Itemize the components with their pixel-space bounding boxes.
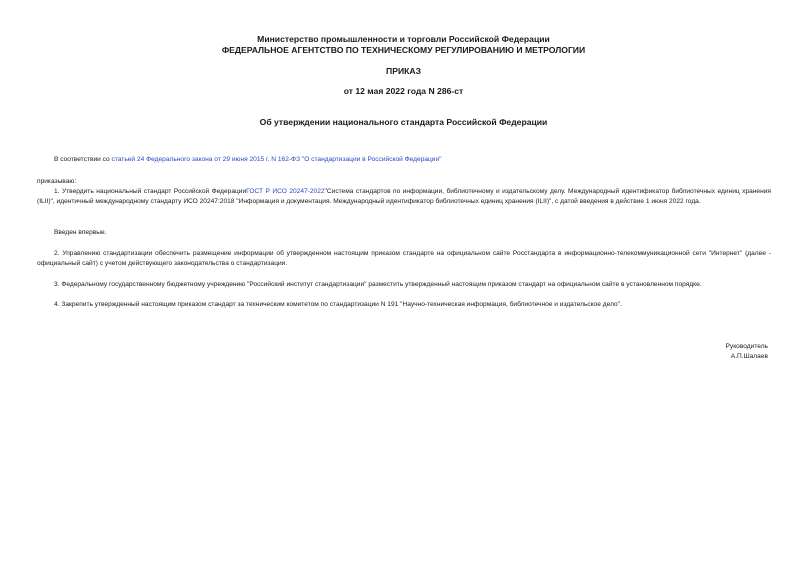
item-2-paragraph: 2. Управлению стандартизации обеспечить размещение информации об утвержденном настоящим приказом стандарте на официальном сайте Росстандарта в информационно-телекоммуникационной сети "Интернет" (далее - официальный сайт) с учетом действующего законодательства о стандартизации. (37, 250, 771, 267)
document-date-number: от 12 мая 2022 года N 286-ст (343, 86, 464, 96)
basis-paragraph (37, 155, 771, 165)
order-word: приказываю: (37, 178, 77, 185)
item-1-prefix-text: 1. Утвердить национальный стандарт Российской Федерации (54, 188, 247, 195)
gost-standard-link[interactable]: ГОСТ Р ИСО 20247-2022 (246, 188, 325, 195)
item-1-paragraph (37, 187, 771, 207)
document-title: Об утверждении национального стандарта Российской Федерации (259, 117, 548, 127)
introduced-note: Введен впервые. (54, 229, 107, 236)
federal-law-link[interactable]: статьей 24 Федерального закона от 29 июня 2015 г. N 162-ФЗ "О стандартизации в Российской Федерации" (111, 156, 442, 163)
signatory-name: А.П.Шалаев (730, 353, 768, 360)
item-1-suffix-text: "Система стандартов по информации, библиотечному и издательскому делу. Международный идентификатор библиотечных единиц хранения (ILII)", идентичный международному стандарту ИСО 20247:2018 "Информация и документация. Международный идентификатор библиотечных единиц хранения (ILII)", с датой введения в действие 1 июня 2022 года. (37, 188, 771, 205)
signatory-role: Руководитель (725, 343, 768, 350)
ministry-name: Министерство промышленности и торговли Российской Федерации (257, 34, 550, 44)
item-3-paragraph: 3. Федеральному государственному бюджетному учреждению "Российский институт стандартизации" разместить утвержденный настоящим приказом стандарт на официальном сайте в установленном порядке. (54, 281, 702, 288)
document-type: ПРИКАЗ (386, 66, 421, 76)
agency-name: ФЕДЕРАЛЬНОЕ АГЕНТСТВО ПО ТЕХНИЧЕСКОМУ РЕГУЛИРОВАНИЮ И МЕТРОЛОГИИ (221, 45, 586, 55)
basis-prefix-text: В соответствии со (54, 156, 112, 163)
item-4-paragraph: 4. Закрепить утвержденный настоящим приказом стандарт за техническим комитетом по стандартизации N 191 "Научно-техническая информация, библиотечное и издательское дело". (54, 301, 622, 308)
